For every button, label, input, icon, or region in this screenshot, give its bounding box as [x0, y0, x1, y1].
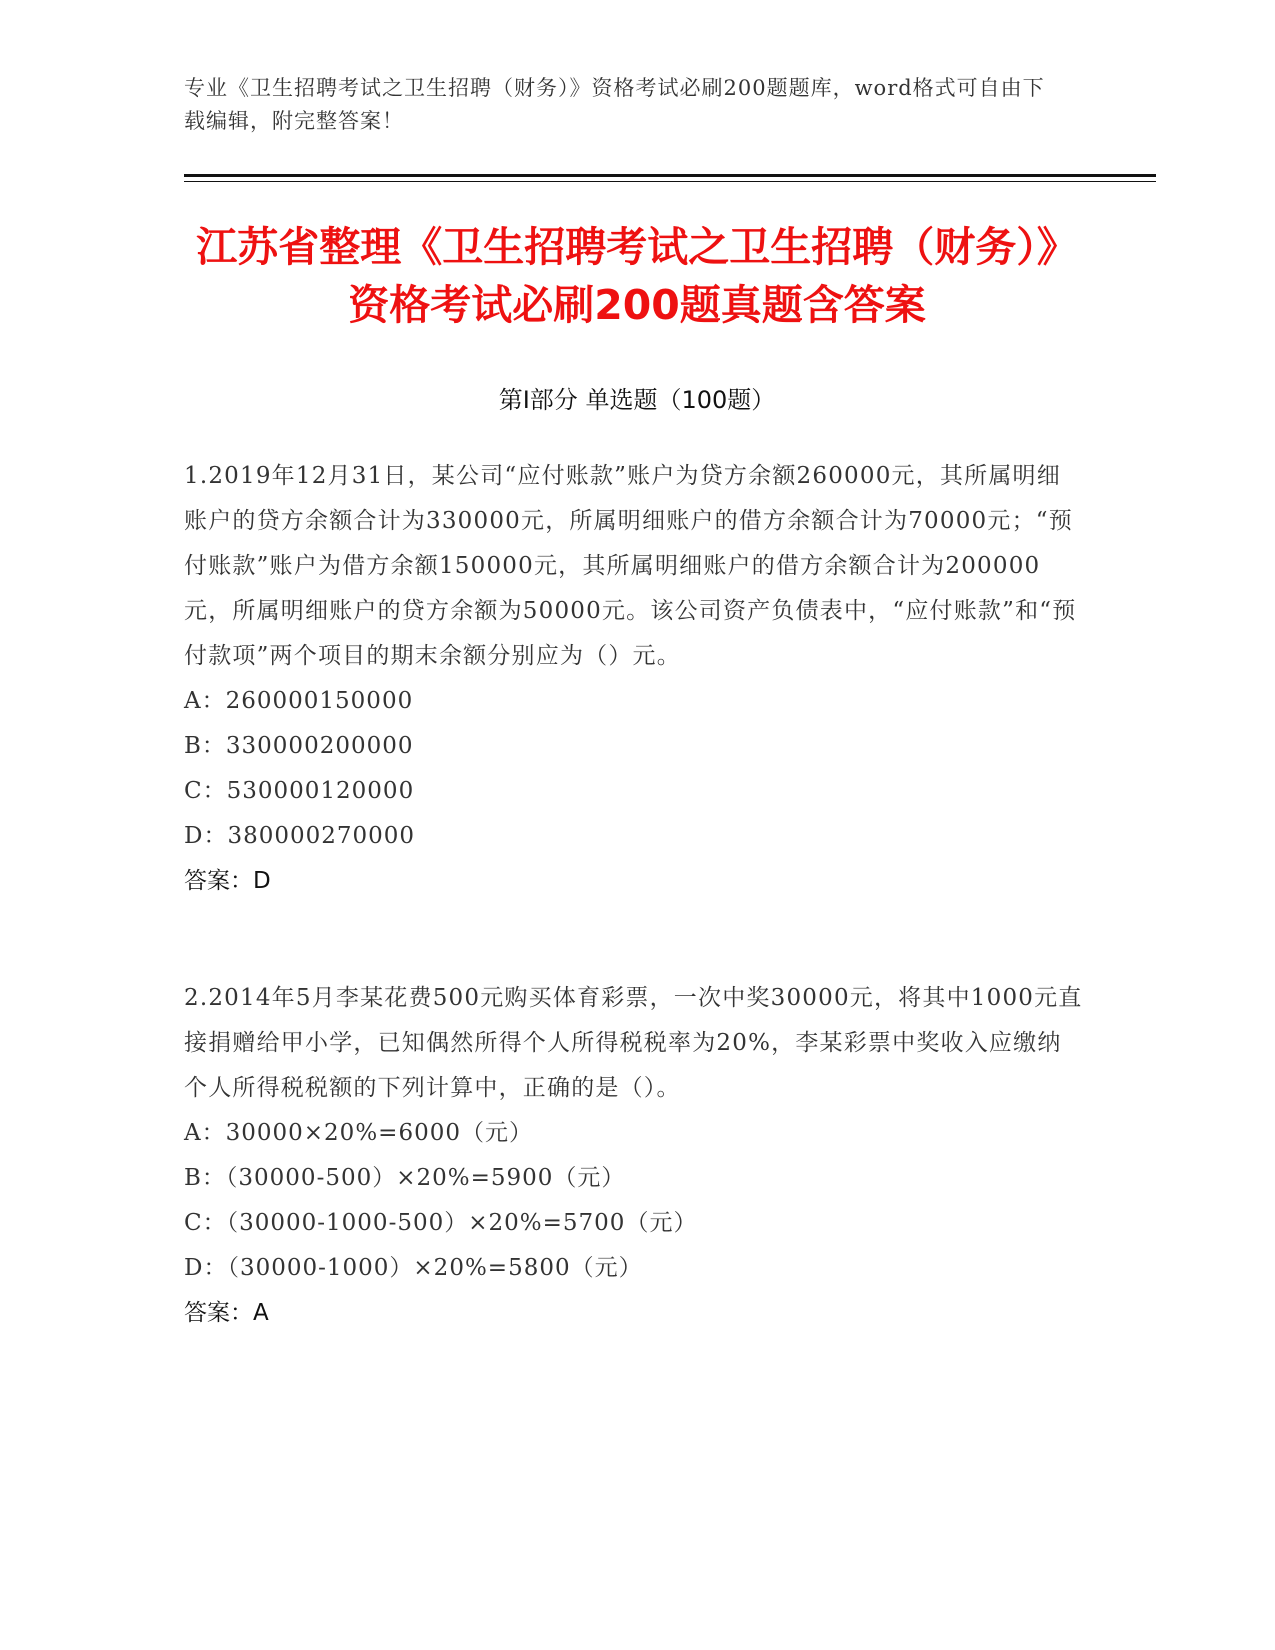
option-d: D：（30000-1000）×20%=5800（元）: [184, 1255, 643, 1281]
option-c: C：530000120000: [184, 778, 415, 804]
answer: 答案：A: [184, 1300, 269, 1326]
header-divider-thin: [184, 181, 1156, 182]
header-note: 专业《卫生招聘考试之卫生招聘（财务）》资格考试必刷200题题库，word格式可自由下载编辑，附完整答案！: [184, 76, 1045, 133]
document-title: 江苏省整理《卫生招聘考试之卫生招聘（财务）》资格考试必刷200题真题含答案: [196, 223, 1078, 329]
option-a: A：260000150000: [184, 688, 414, 714]
option-b: B：330000200000: [184, 733, 414, 759]
header-divider-thick: [184, 174, 1156, 177]
option-b: B：（30000-500）×20%=5900（元）: [184, 1165, 626, 1191]
question-stem: 2.2014年5月李某花费500元购买体育彩票，一次中奖30000元，将其中1000元直接捐赠给甲小学，已知偶然所得个人所得税税率为20%，李某彩票中奖收入应缴纳个人所得税税额的下列计算中，正确的是（）。: [184, 985, 1083, 1101]
option-d: D：380000270000: [184, 823, 416, 849]
question-2: [184, 976, 1084, 1336]
option-a: A：30000×20%=6000（元）: [184, 1120, 533, 1146]
section-title: 第Ⅰ部分 单选题（100题）: [498, 386, 776, 414]
question-stem: 1.2019年12月31日，某公司“应付账款”账户为贷方余额260000元，其所属明细账户的贷方余额合计为330000元，所属明细账户的借方余额合计为70000元；“预付账款”账户为借方余额150000元，其所属明细账户的借方余额合计为200000元，所属明细账户的贷方余额为50000元。该公司资产负债表中，“应付账款”和“预付款项”两个项目的期末余额分别应为（）元。: [184, 463, 1077, 669]
question-1: [184, 454, 1084, 904]
option-c: C：（30000-1000-500）×20%=5700（元）: [184, 1210, 698, 1236]
answer: 答案：D: [184, 868, 271, 894]
